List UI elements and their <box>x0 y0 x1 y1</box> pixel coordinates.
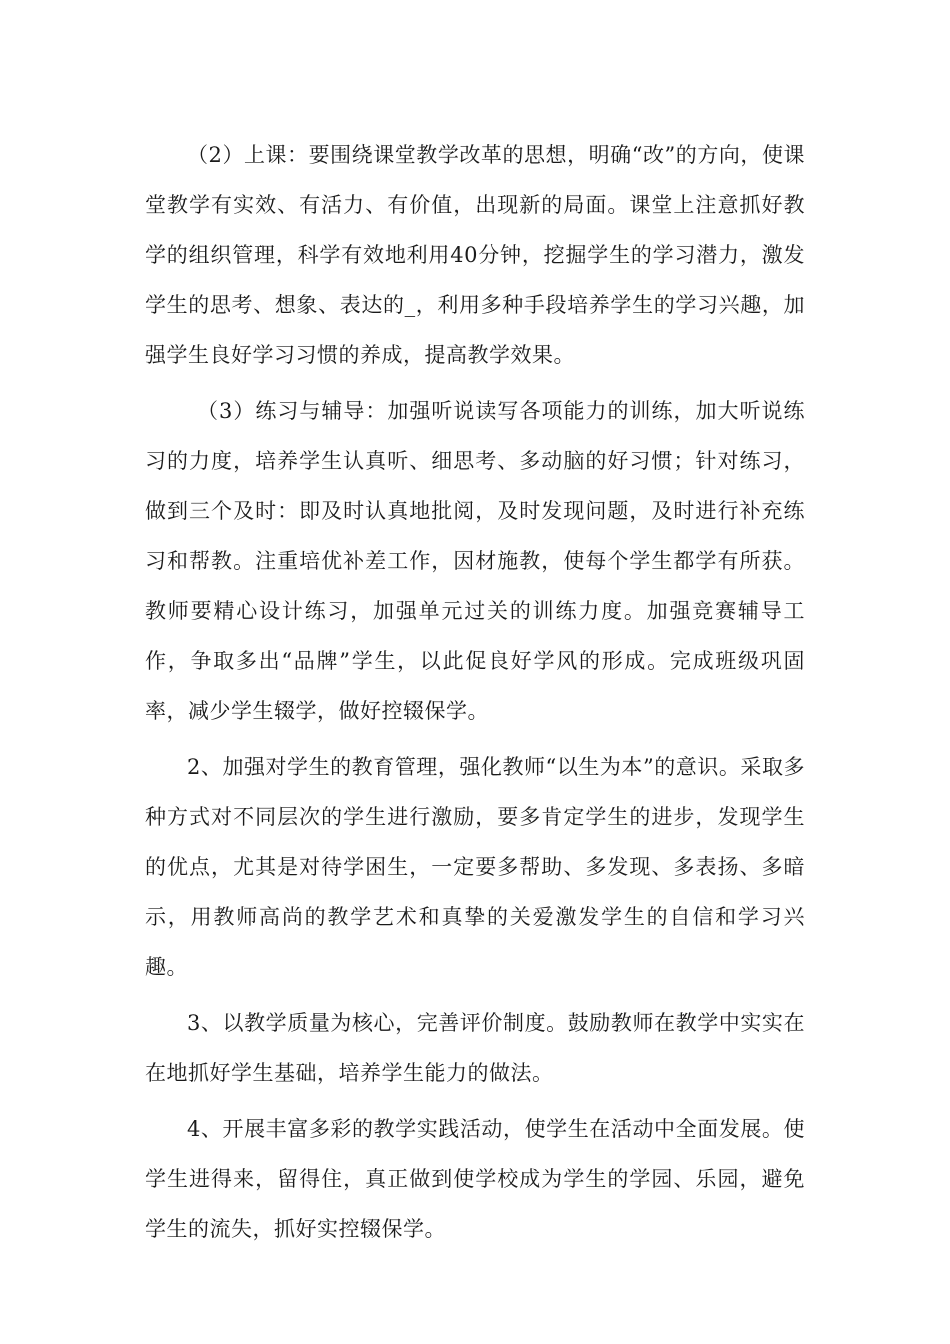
paragraph-class-teaching: （2）上课：要围绕课堂教学改革的思想，明确“改”的方向，使课堂教学有实效、有活力、有价值，出现新的局面。课堂上注意抓好教学的组织管理，科学有效地利用40分钟，挖掘学生的学习潜力，激发学生的思考、想象、表达的_，利用多种手段培养学生的学习兴趣，加强学生良好学习习惯的养成，提高教学效果。 <box>145 143 805 367</box>
paragraph-evaluation-system: 3、以教学质量为核心，完善评价制度。鼓励教师在教学中实实在在地抓好学生基础，培养学生能力的做法。 <box>145 1011 805 1085</box>
document-body <box>145 130 805 1254</box>
paragraph-practice-activities: 4、开展丰富多彩的教学实践活动，使学生在活动中全面发展。使学生进得来，留得住，真正做到使学校成为学生的学园、乐园，避免学生的流失，抓好实控辍保学。 <box>145 1117 805 1241</box>
paragraph-student-management: 2、加强对学生的教育管理，强化教师“以生为本”的意识。采取多种方式对不同层次的学生进行激励，要多肯定学生的进步，发现学生的优点，尤其是对待学困生，一定要多帮助、多发现、多表扬、多暗示，用教师高尚的教学艺术和真挚的关爱激发学生的自信和学习兴趣。 <box>145 755 805 979</box>
paragraph-practice-tutoring: （3）练习与辅导：加强听说读写各项能力的训练，加大听说练习的力度，培养学生认真听、细思考、多动脑的好习惯；针对练习，做到三个及时：即及时认真地批阅，及时发现问题，及时进行补充练习和帮教。注重培优补差工作，因材施教，使每个学生都学有所获。教师要精心设计练习，加强单元过关的训练力度。加强竞赛辅导工作，争取多出“品牌”学生，以此促良好学风的形成。完成班级巩固率，减少学生辍学，做好控辍保学。 <box>145 399 805 723</box>
